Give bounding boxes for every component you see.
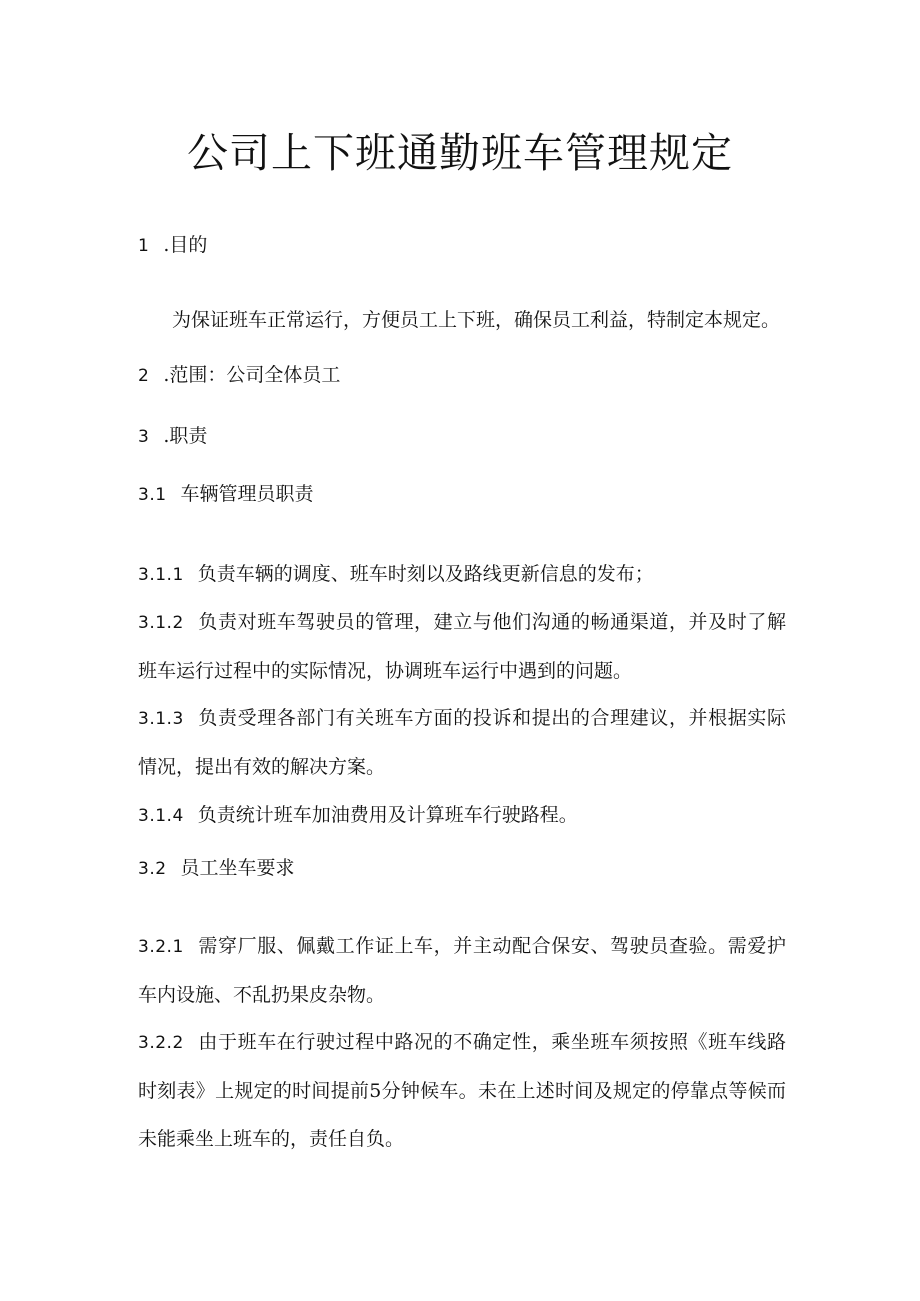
page-title: 公司上下班通勤班车管理规定 (187, 129, 733, 177)
section-number: 1 (138, 236, 150, 256)
clause-text: 由于班车在行驶过程中路况的不确定性，乘坐班车须按照《班车线路时刻表》上规定的时间提前5分钟候车。未在上述时间及规定的停靠点等候而未能乘坐上班车的，责任自负。 (138, 1031, 786, 1150)
section-label: 车辆管理员职责 (180, 483, 314, 505)
clause-number: 3.1.3 (138, 709, 184, 729)
section-dot: . (163, 234, 170, 256)
clause-3-1-4 (138, 791, 786, 840)
section-label: 范围：公司全体员工 (169, 364, 341, 386)
section-label: 目的 (169, 234, 208, 256)
section-number: 3.2 (138, 859, 167, 879)
clause-text: 负责受理各部门有关班车方面的投诉和提出的合理建议，并根据实际情况，提出有效的解决方案。 (138, 707, 786, 778)
heading-purpose (138, 231, 207, 260)
clause-number: 3.2.2 (138, 1033, 184, 1053)
section-number: 2 (138, 366, 150, 386)
section-label: 员工坐车要求 (180, 857, 295, 879)
heading-scope (138, 361, 340, 390)
clause-3-1-2 (138, 598, 786, 695)
heading-responsibilities (138, 422, 207, 451)
purpose-body: 为保证班车正常运行，方便员工上下班，确保员工利益，特制定本规定。 (172, 309, 781, 331)
section-dot: . (163, 425, 170, 447)
section-number: 3.1 (138, 485, 167, 505)
clause-number: 3.2.1 (138, 937, 184, 957)
clause-3-1-1 (138, 550, 786, 599)
heading-employee-requirements (138, 854, 295, 883)
clause-number: 3.1.1 (138, 565, 184, 585)
clause-number: 3.1.4 (138, 806, 184, 826)
clause-text: 需穿厂服、佩戴工作证上车，并主动配合保安、驾驶员查验。需爱护车内设施、不乱扔果皮杂物。 (138, 935, 786, 1006)
clause-text: 负责车辆的调度、班车时刻以及路线更新信息的发布； (197, 563, 654, 585)
clause-3-1-3 (138, 694, 786, 791)
clause-number: 3.1.2 (138, 613, 184, 633)
section-number: 3 (138, 427, 150, 447)
clause-3-2-1 (138, 922, 786, 1019)
clause-text: 负责统计班车加油费用及计算班车行驶路程。 (197, 804, 578, 826)
section-dot: . (163, 364, 170, 386)
clause-3-2-2 (138, 1018, 786, 1163)
section-label: 职责 (169, 425, 208, 447)
heading-vehicle-admin (138, 480, 314, 509)
clause-text: 负责对班车驾驶员的管理，建立与他们沟通的畅通渠道，并及时了解班车运行过程中的实际情况，协调班车运行中遇到的问题。 (138, 611, 786, 682)
